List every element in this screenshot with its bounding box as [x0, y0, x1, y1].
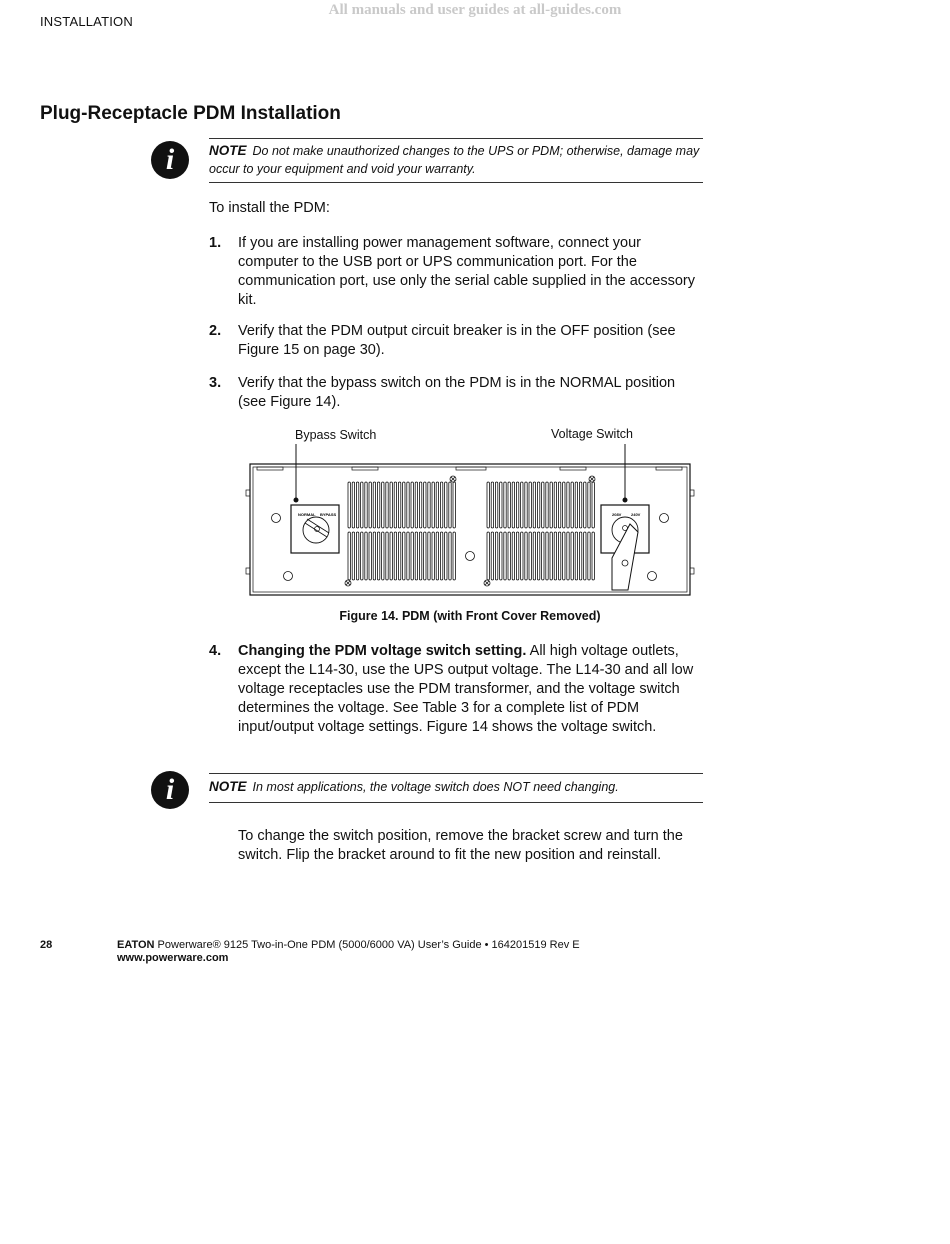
watermark: All manuals and user guides at all-guides.com: [328, 2, 622, 18]
bypass-switch-label: Bypass Switch: [295, 428, 377, 442]
step-lead: Changing the PDM voltage switch setting.: [238, 643, 527, 659]
step-number: 1.: [209, 235, 222, 251]
step-item: [209, 234, 704, 310]
bypass-normal-label: NORMAL: [298, 512, 316, 517]
voltage-switch-label: Voltage Switch: [551, 427, 633, 441]
note-warranty: [209, 138, 703, 183]
step-text: If you are installing power management software, connect your computer to the USB port or UPS communication port. For the communication port, use only the serial cable supplied in the accessory kit.: [238, 235, 695, 308]
pdm-drawing: [240, 420, 700, 606]
note-voltage-switch: [209, 773, 703, 803]
step-number: 3.: [209, 375, 222, 391]
info-icon: i: [151, 771, 189, 809]
step-number: 2.: [209, 323, 222, 339]
note-text: In most applications, the voltage switch does NOT need changing.: [252, 780, 619, 794]
intro-text: To install the PDM:: [209, 200, 330, 216]
footer-brand: EATON: [117, 939, 155, 951]
figure-caption: Figure 14. PDM (with Front Cover Removed): [339, 609, 601, 623]
note-label: NOTE: [209, 143, 247, 158]
step-text: [238, 642, 704, 737]
step-item: [209, 374, 704, 412]
page-title: Plug-Receptacle PDM Installation: [40, 103, 341, 124]
bypass-bypass-label: BYPASS: [320, 512, 337, 517]
voltage-240-label: 240V: [631, 512, 641, 517]
voltage-208-label: 208V: [612, 512, 622, 517]
step-number: 4.: [209, 643, 222, 659]
closing-paragraph: To change the switch position, remove the bracket screw and turn the switch. Flip the bracket around to fit the new position and reinstall.: [238, 828, 683, 863]
step-item: [209, 322, 704, 360]
figure-pdm: [240, 420, 700, 606]
note-text: Do not make unauthorized changes to the UPS or PDM; otherwise, damage may occur to your equipment and void your warranty.: [209, 144, 700, 176]
step-item: [209, 642, 704, 737]
note-label: NOTE: [209, 779, 247, 794]
step-body: All high voltage outlets, except the L14-30, use the UPS output voltage. The L14-30 and all low voltage receptacles use the PDM transformer, and the voltage switch determines the voltage. See Table 3 for a complete list of PDM input/output voltage settings. Figure 14 shows the voltage switch.: [238, 643, 694, 735]
section-header: INSTALLATION: [40, 14, 133, 29]
footer-url[interactable]: www.powerware.com: [117, 952, 229, 964]
page-number: 28: [40, 939, 53, 951]
info-icon: i: [151, 141, 189, 179]
footer-title: [117, 939, 580, 952]
step-text: Verify that the PDM output circuit breaker is in the OFF position (see Figure 15 on page 30).: [238, 323, 676, 358]
footer-product: Powerware® 9125 Two-in-One PDM (5000/6000 VA) User’s Guide • 164201519 Rev E: [154, 939, 580, 951]
step-text: Verify that the bypass switch on the PDM is in the NORMAL position (see Figure 14).: [238, 375, 676, 410]
